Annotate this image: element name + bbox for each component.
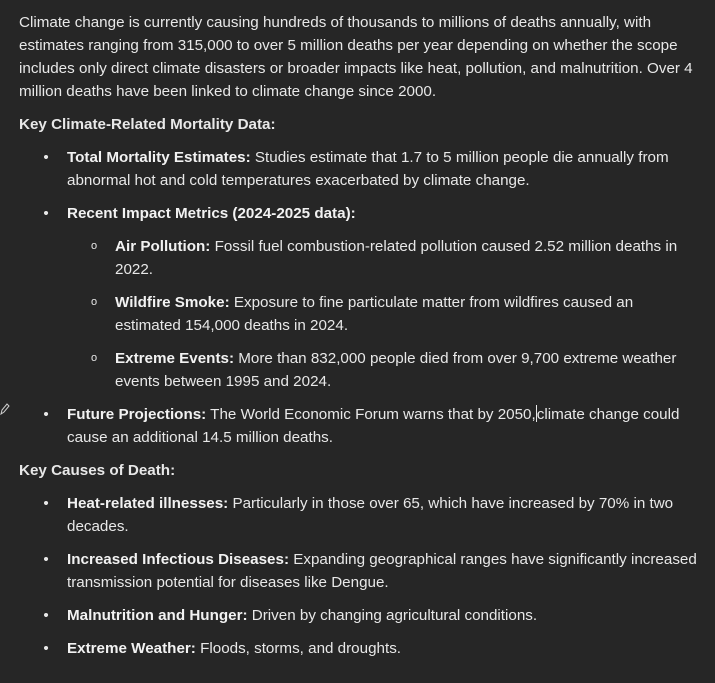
item-label: Wildfire Smoke:: [115, 294, 230, 311]
response-text: [19, 11, 699, 670]
sub-list-item: [67, 291, 699, 337]
list-item: [19, 146, 699, 192]
item-text: Fossil fuel combustion-related pollution caused 2.52 million deaths in 2022.: [115, 238, 678, 278]
item-text: Studies estimate that 1.7 to 5 million people die annually from abnormal hot and cold temperatures exacerbated by climate change.: [67, 149, 669, 189]
item-label: Future Projections:: [67, 406, 207, 423]
item-text: Particularly in those over 65, which have increased by 70% in two decades.: [67, 495, 674, 535]
circle-bullet-icon: o: [90, 296, 98, 308]
mortality-heading: Key Climate-Related Mortality Data:: [19, 116, 276, 133]
list-item: [19, 202, 699, 393]
bullet-icon: •: [43, 640, 49, 657]
bullet-icon: •: [43, 149, 49, 166]
item-text: Floods, storms, and droughts.: [195, 640, 402, 657]
item-label: Increased Infectious Diseases:: [67, 551, 290, 568]
item-text: climate change could cause an additional 14.5 million deaths.: [67, 406, 680, 446]
causes-heading: Key Causes of Death:: [19, 462, 176, 479]
list-item: [19, 637, 699, 660]
item-text: More than 832,000 people died from over 9,700 extreme weather events between 1995 and 2024.: [115, 350, 677, 390]
list-item: [19, 548, 699, 594]
item-label: Air Pollution:: [115, 238, 211, 255]
list-item: [19, 403, 699, 449]
item-text: The World Economic Forum warns that by 2050,: [206, 406, 536, 423]
bullet-icon: •: [43, 406, 49, 423]
sub-list: [67, 235, 699, 393]
sub-list-item: [67, 347, 699, 393]
sub-list-item: [67, 235, 699, 281]
list-item: [19, 604, 699, 627]
list-item: [19, 492, 699, 538]
mortality-list: [19, 146, 699, 449]
bullet-icon: •: [43, 607, 49, 624]
causes-list: [19, 492, 699, 660]
bullet-icon: •: [43, 551, 49, 568]
item-text: Exposure to fine particulate matter from wildfires caused an estimated 154,000 deaths in 2024.: [115, 294, 634, 334]
item-text: Driven by changing agricultural conditions.: [247, 607, 538, 624]
item-label: Malnutrition and Hunger:: [67, 607, 248, 624]
bullet-icon: •: [43, 205, 49, 222]
item-label: Heat-related illnesses:: [67, 495, 229, 512]
item-label: Recent Impact Metrics (2024-2025 data):: [67, 205, 356, 222]
item-label: Extreme Weather:: [67, 640, 196, 657]
item-text: Expanding geographical ranges have significantly increased transmission potential for diseases like Dengue.: [67, 551, 697, 591]
pencil-icon[interactable]: [0, 402, 10, 416]
circle-bullet-icon: o: [90, 352, 98, 364]
bullet-icon: •: [43, 495, 49, 512]
intro-paragraph: Climate change is currently causing hundreds of thousands to millions of deaths annually, with estimates ranging from 315,000 to over 5 million deaths per year depending on whether the scope includes only direct climate disasters or broader impacts like heat, pollution, and malnutrition. Over 4 million deaths have been linked to climate change since 2000.: [19, 14, 693, 100]
item-label: Extreme Events:: [115, 350, 235, 367]
item-label: Total Mortality Estimates:: [67, 149, 251, 166]
circle-bullet-icon: o: [90, 240, 98, 252]
